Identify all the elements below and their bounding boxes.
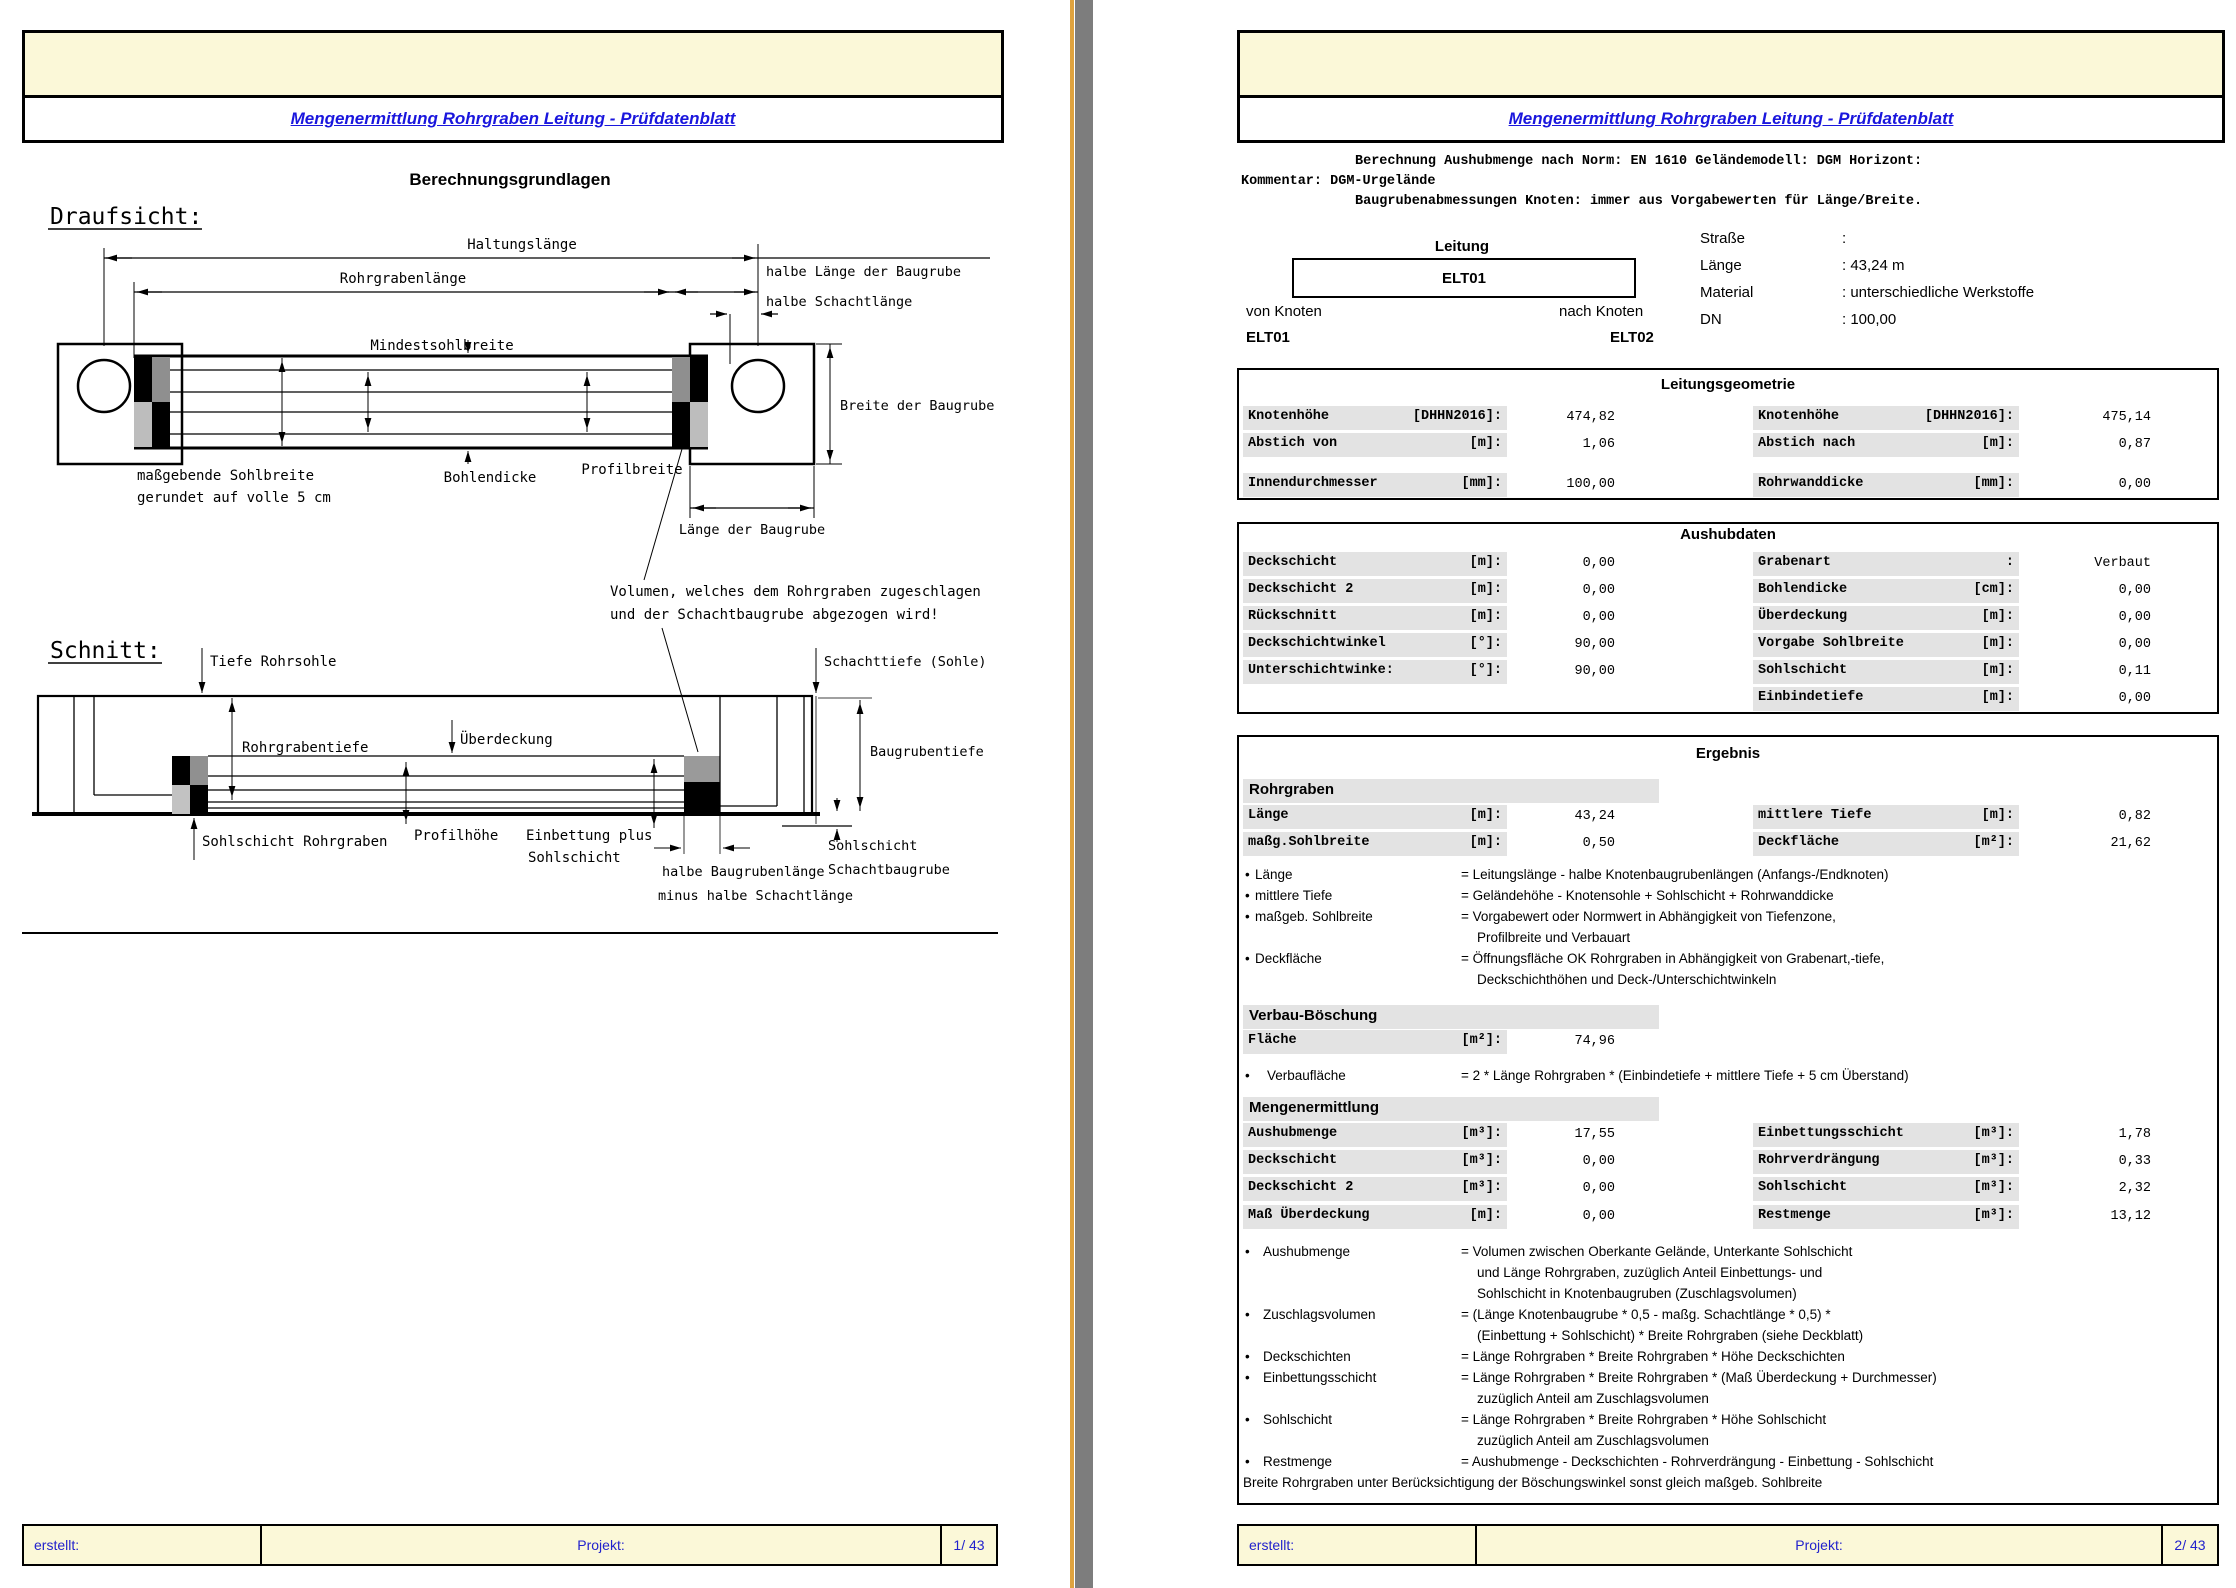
label-breite-der-baugrube: Breite der Baugrube xyxy=(840,398,995,414)
nach-knoten-label: nach Knoten xyxy=(1559,303,1644,320)
nach-knoten-id: ELT02 xyxy=(1610,329,1654,346)
bullet-definition: = Aushubmenge - Deckschichten - Rohrverdrängung - Einbettung - Sohlschicht xyxy=(1461,1454,1934,1469)
page-divider-handle[interactable] xyxy=(1075,0,1093,1588)
field-label: Knotenhöhe [DHHN2016]: xyxy=(1753,406,2019,430)
bullet-term: mittlere Tiefe xyxy=(1255,888,1333,903)
bullet-icon: • xyxy=(1245,1412,1250,1427)
field-label: Aushubmenge [m³]: xyxy=(1243,1123,1507,1147)
field-label: Deckschicht 2 [m³]: xyxy=(1243,1177,1507,1201)
label-schachttiefe: Schachttiefe (Sohle) xyxy=(824,654,987,670)
field-label: maßg.Sohlbreite [m]: xyxy=(1243,832,1507,856)
field-label: Rückschnitt [m]: xyxy=(1243,606,1507,630)
right-header-box xyxy=(1237,30,2225,143)
field-value: Verbaut xyxy=(2094,556,2151,571)
field-label: Überdeckung [m]: xyxy=(1753,606,2019,630)
field-value: 1,78 xyxy=(2118,1127,2151,1142)
field-value: 0,82 xyxy=(2118,809,2151,824)
field-label: Abstich nach [m]: xyxy=(1753,433,2019,457)
bullet-definition: Sohlschicht in Knotenbaugruben (Zuschlagsvolumen) xyxy=(1477,1286,1797,1301)
label-ueberdeckung: Überdeckung xyxy=(460,732,553,748)
info-dn-label: DN xyxy=(1700,311,1722,328)
left-footer xyxy=(22,1524,998,1566)
label-laenge-der-baugrube: Länge der Baugrube xyxy=(678,522,826,538)
bullet-icon: • xyxy=(1245,1244,1250,1259)
info-laenge-label: Länge xyxy=(1700,257,1742,274)
section-heading-mengen: Mengenermittlung xyxy=(1243,1097,1659,1121)
section-heading-rohrgraben: Rohrgraben xyxy=(1243,779,1659,803)
label-halbe-schachtlaenge: halbe Schachtlänge xyxy=(766,294,913,310)
label-volumen-note-1: Volumen, welches dem Rohrgraben zugeschlagen xyxy=(610,584,981,600)
field-label: Sohlschicht [m³]: xyxy=(1753,1177,2019,1201)
field-value: 0,00 xyxy=(2118,637,2151,652)
bullet-definition: = Länge Rohrgraben * Breite Rohrgraben * Höhe Deckschichten xyxy=(1461,1349,1845,1364)
bullet-term: maßgeb. Sohlbreite xyxy=(1255,909,1373,924)
field-value: 90,00 xyxy=(1574,664,1615,679)
bullet-term: Länge xyxy=(1255,867,1293,882)
page-right xyxy=(1095,0,2236,1588)
bullet-icon: • xyxy=(1245,1349,1250,1364)
field-label: Deckschichtwinkel [°]: xyxy=(1243,633,1507,657)
field-value: 0,00 xyxy=(1582,556,1615,571)
closing-note: Breite Rohrgraben unter Berücksichtigung der Böschungswinkel sonst gleich maßgeb. Sohlbreite xyxy=(1243,1475,1823,1490)
label-massg-sohlbreite-2: gerundet auf volle 5 cm xyxy=(137,490,331,506)
field-value: 475,14 xyxy=(2102,410,2151,425)
info-strasse-value: : xyxy=(1842,230,1847,247)
label-halbe-laenge-baugrube: halbe Länge der Baugrube xyxy=(766,264,962,280)
field-label: Maß Überdeckung [m]: xyxy=(1243,1205,1507,1229)
bullet-definition: = Volumen zwischen Oberkante Gelände, Unterkante Sohlschicht xyxy=(1461,1244,1853,1259)
bullet-definition: = Vorgabewert oder Normwert in Abhängigkeit von Tiefenzone, xyxy=(1461,909,1836,924)
bullet-term: Sohlschicht xyxy=(1263,1412,1333,1427)
bullet-term: Deckschichten xyxy=(1263,1349,1351,1364)
footer-page-number: 2/ 43 xyxy=(2174,1537,2206,1553)
field-value: 43,24 xyxy=(1574,809,1615,824)
label-halbe-baugrubenlaenge-1: halbe Baugrubenlänge xyxy=(662,864,825,880)
field-value: 0,00 xyxy=(2118,477,2151,492)
footer-erstellt: erstellt: xyxy=(24,1526,262,1564)
label-einbettung-1: Einbettung plus xyxy=(526,828,653,844)
field-value: 13,12 xyxy=(2110,1209,2151,1224)
bullet-icon: • xyxy=(1245,888,1250,903)
label-tiefe-rohrsohle: Tiefe Rohrsohle xyxy=(210,654,337,670)
label-haltungslaenge: Haltungslänge xyxy=(467,237,577,253)
field-value: 0,00 xyxy=(1582,1154,1615,1169)
label-rohrgrabenlaenge: Rohrgrabenlänge xyxy=(339,271,467,287)
bullet-definition: = Öffnungsfläche OK Rohrgraben in Abhängigkeit von Grabenart,-tiefe, xyxy=(1461,951,1885,966)
field-label: Deckschicht 2 [m]: xyxy=(1243,579,1507,603)
info-strasse-label: Straße xyxy=(1700,230,1746,247)
von-knoten-id: ELT01 xyxy=(1246,329,1290,346)
table-title: Aushubdaten xyxy=(1680,526,1776,543)
field-label: Innendurchmesser [mm]: xyxy=(1243,473,1507,497)
comment-line-3: Baugrubenabmessungen Knoten: immer aus Vorgabewerten für Länge/Breite. xyxy=(1355,194,1923,209)
footer-projekt: Projekt: xyxy=(1477,1526,2163,1564)
schnitt-diagram xyxy=(32,638,852,826)
comment-block xyxy=(1237,152,2219,212)
von-knoten-label: von Knoten xyxy=(1246,303,1322,320)
leitung-label: Leitung xyxy=(1434,238,1490,255)
field-value: 474,82 xyxy=(1566,410,1615,425)
field-value: 0,50 xyxy=(1582,836,1615,851)
field-value: 0,00 xyxy=(1582,610,1615,625)
field-value: 0,00 xyxy=(1582,1181,1615,1196)
bullet-term: Aushubmenge xyxy=(1263,1244,1351,1259)
field-label: Grabenart : xyxy=(1753,552,2019,576)
table-title: Leitungsgeometrie xyxy=(1660,376,1796,393)
left-title-row xyxy=(25,98,1001,140)
bullet-term: Verbaufläche xyxy=(1267,1068,1346,1083)
footer-page-number: 1/ 43 xyxy=(953,1537,985,1553)
label-profilbreite: Profilbreite xyxy=(581,462,683,478)
field-value: 21,62 xyxy=(2110,836,2151,851)
technical-drawing xyxy=(22,196,998,936)
field-value: 1,06 xyxy=(1582,437,1615,452)
label-rohrgrabentiefe: Rohrgrabentiefe xyxy=(242,740,369,756)
left-subtitle: Berechnungsgrundlagen xyxy=(409,170,611,189)
label-einbettung-2: Sohlschicht xyxy=(528,850,621,866)
bullet-icon: • xyxy=(1245,1370,1250,1385)
field-label: Einbindetiefe [m]: xyxy=(1753,687,2019,711)
right-title-row xyxy=(1240,98,2222,140)
ergebnis-table xyxy=(1237,735,2219,1505)
field-value: 0,33 xyxy=(2118,1154,2151,1169)
field-value: 0,00 xyxy=(2118,583,2151,598)
draufsicht-labels xyxy=(137,237,994,623)
info-material-label: Material xyxy=(1700,284,1754,301)
bullet-icon: • xyxy=(1245,909,1250,924)
footer-erstellt: erstellt: xyxy=(1239,1526,1477,1564)
comment-line-1: Berechnung Aushubmenge nach Norm: EN 1610 Geländemodell: DGM Horizont: xyxy=(1355,154,1923,169)
draufsicht-diagram xyxy=(22,204,998,933)
schnitt-labels xyxy=(202,654,987,904)
bullet-term: Zuschlagsvolumen xyxy=(1263,1307,1376,1322)
bullet-definition: Profilbreite und Verbauart xyxy=(1477,930,1631,945)
field-label: Restmenge [m³]: xyxy=(1753,1205,2019,1229)
field-label: mittlere Tiefe [m]: xyxy=(1753,805,2019,829)
bullet-term: Einbettungsschicht xyxy=(1263,1370,1377,1385)
bullet-definition: = Leitungslänge - halbe Knotenbaugrubenlängen (Anfangs-/Endknoten) xyxy=(1461,867,1889,882)
draufsicht-heading: Draufsicht: xyxy=(50,204,203,230)
field-label: Deckschicht [m]: xyxy=(1243,552,1507,576)
label-profilhoehe: Profilhöhe xyxy=(414,828,499,844)
leitung-id-box: ELT01 xyxy=(1292,258,1636,298)
field-value: 0,87 xyxy=(2118,437,2151,452)
field-label: Einbettungsschicht [m³]: xyxy=(1753,1123,2019,1147)
field-value: 74,96 xyxy=(1574,1034,1615,1049)
footer-projekt: Projekt: xyxy=(262,1526,942,1564)
field-label: Knotenhöhe [DHHN2016]: xyxy=(1243,406,1507,430)
field-value: 90,00 xyxy=(1574,637,1615,652)
right-header-yellow-band xyxy=(1240,33,2222,98)
section-heading-verbau: Verbau-Böschung xyxy=(1243,1005,1659,1029)
label-bohlendicke: Bohlendicke xyxy=(443,470,537,486)
field-label: Bohlendicke [cm]: xyxy=(1753,579,2019,603)
label-sohlschicht-schacht-2: Schachtbaugrube xyxy=(828,862,950,878)
page-title: Mengenermittlung Rohrgraben Leitung - Prüfdatenblatt xyxy=(290,109,736,128)
field-label: Länge [m]: xyxy=(1243,805,1507,829)
bullet-term: Deckfläche xyxy=(1255,951,1322,966)
label-mindestsohlbreite: Mindestsohlbreite xyxy=(370,338,514,354)
field-value: 0,11 xyxy=(2118,664,2151,679)
bullet-icon: • xyxy=(1245,1068,1250,1083)
bullet-icon: • xyxy=(1245,867,1250,882)
field-value: 100,00 xyxy=(1566,477,1615,492)
field-value: 0,00 xyxy=(1582,1209,1615,1224)
bullet-definition: zuzüglich Anteil am Zuschlagsvolumen xyxy=(1477,1391,1709,1406)
bullet-icon: • xyxy=(1245,951,1250,966)
schnitt-heading: Schnitt: xyxy=(50,638,161,664)
field-value: 2,32 xyxy=(2118,1181,2151,1196)
bullet-definition: = Länge Rohrgraben * Breite Rohrgraben * Höhe Sohlschicht xyxy=(1461,1412,1827,1427)
field-label: Fläche [m²]: xyxy=(1243,1030,1507,1054)
field-value: 17,55 xyxy=(1574,1127,1615,1142)
bullet-icon: • xyxy=(1245,1307,1250,1322)
page-title: Mengenermittlung Rohrgraben Leitung - Prüfdatenblatt xyxy=(1508,109,1954,128)
left-header-box xyxy=(22,30,1004,143)
page-left xyxy=(0,0,1060,1588)
label-massg-sohlbreite-1: maßgebende Sohlbreite xyxy=(137,468,315,484)
label-baugrubentiefe: Baugrubentiefe xyxy=(870,744,984,760)
bullet-definition: = Geländehöhe - Knotensohle + Sohlschicht + Rohrwanddicke xyxy=(1461,888,1834,903)
bullet-definition: (Einbettung + Sohlschicht) * Breite Rohrgraben (siehe Deckblatt) xyxy=(1477,1328,1864,1343)
bullet-icon: • xyxy=(1245,1454,1250,1469)
info-dn-value: : 100,00 xyxy=(1842,311,1897,328)
bullet-term: Restmenge xyxy=(1263,1454,1333,1469)
field-label: Rohrverdrängung [m³]: xyxy=(1753,1150,2019,1174)
info-laenge-value: : 43,24 m xyxy=(1842,257,1905,274)
comment-line-2: Kommentar: DGM-Urgelände xyxy=(1241,174,1436,189)
draufsicht-trench xyxy=(134,356,708,448)
field-value: 0,00 xyxy=(1582,583,1615,598)
field-label: Unterschichtwinke: [°]: xyxy=(1243,660,1507,684)
field-value: 0,00 xyxy=(2118,691,2151,706)
bullet-definition: = Länge Rohrgraben * Breite Rohrgraben * (Maß Überdeckung + Durchmesser) xyxy=(1461,1370,1937,1385)
bullet-definition: = 2 * Länge Rohrgraben * (Einbindetiefe + mittlere Tiefe + 5 cm Überstand) xyxy=(1461,1068,1909,1083)
field-label: Rohrwanddicke [mm]: xyxy=(1753,473,2019,497)
bullet-definition: Deckschichthöhen und Deck-/Unterschichtwinkeln xyxy=(1477,972,1777,987)
right-footer xyxy=(1237,1524,2219,1566)
leitungsgeometrie-table xyxy=(1237,368,2219,500)
field-label: Deckfläche [m²]: xyxy=(1753,832,2019,856)
bullet-definition: zuzüglich Anteil am Zuschlagsvolumen xyxy=(1477,1433,1709,1448)
label-halbe-baugrubenlaenge-2: minus halbe Schachtlänge xyxy=(658,888,854,904)
bullet-definition: und Länge Rohrgraben, zuzüglich Anteil Einbettungs- und xyxy=(1477,1265,1823,1280)
left-header-yellow-band xyxy=(25,33,1001,98)
field-label: Deckschicht [m³]: xyxy=(1243,1150,1507,1174)
bullet-definition: = (Länge Knotenbaugrube * 0,5 - maßg. Schachtlänge * 0,5) * xyxy=(1461,1307,1831,1322)
page-divider-line xyxy=(1070,0,1074,1588)
field-label: Sohlschicht [m]: xyxy=(1753,660,2019,684)
label-volumen-note-2: und der Schachtbaugrube abgezogen wird! xyxy=(610,607,939,623)
info-material-value: : unterschiedliche Werkstoffe xyxy=(1842,284,2035,301)
field-label: Abstich von [m]: xyxy=(1243,433,1507,457)
label-sohlschicht-schacht-1: Sohlschicht xyxy=(828,838,918,854)
aushubdaten-table xyxy=(1237,522,2219,714)
field-label: Vorgabe Sohlbreite [m]: xyxy=(1753,633,2019,657)
table-title: Ergebnis xyxy=(1695,745,1761,762)
field-value: 0,00 xyxy=(2118,610,2151,625)
label-sohlschicht-rohrgraben: Sohlschicht Rohrgraben xyxy=(202,834,388,850)
